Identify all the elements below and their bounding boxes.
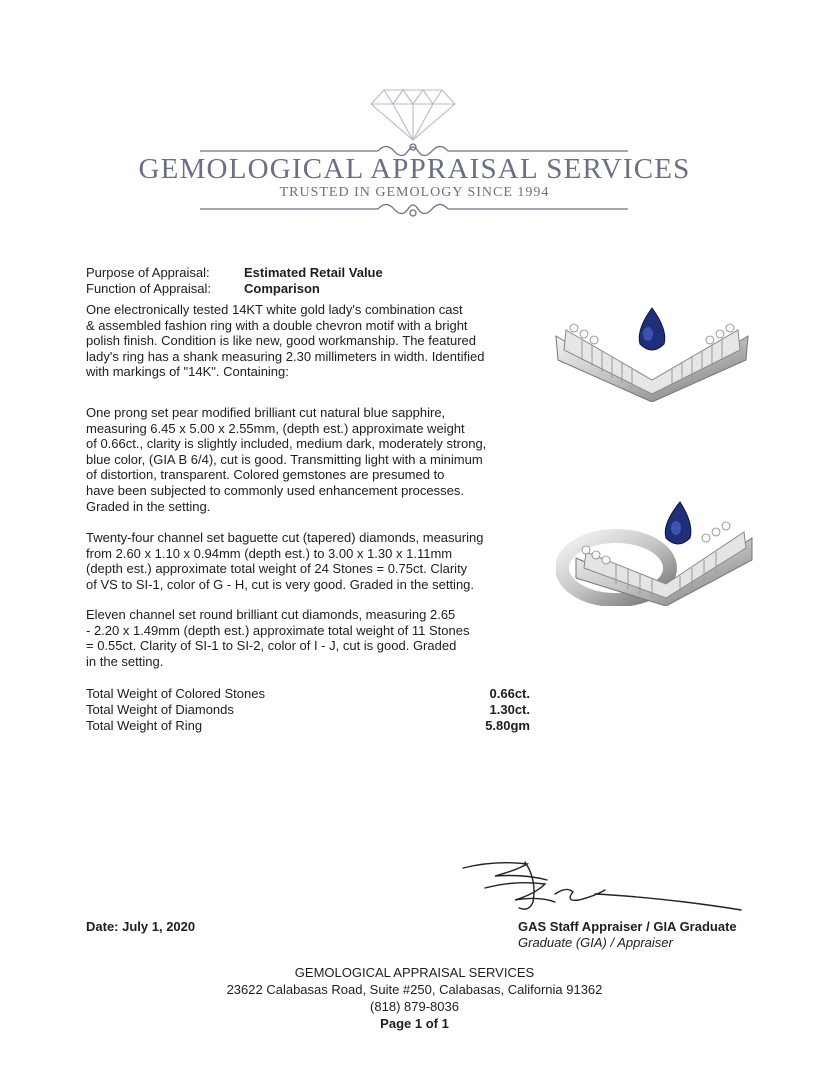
appraisal-date: Date: July 1, 2020 xyxy=(86,919,196,934)
total-diamonds-value: 1.30ct. xyxy=(489,702,530,717)
footer-phone: (818) 879-8036 xyxy=(370,999,459,1014)
total-ring-weight-label: Total Weight of Ring xyxy=(86,718,203,733)
appraiser-signature xyxy=(455,850,755,920)
ring-angled-image xyxy=(556,498,756,606)
description-metal: One electronically tested 14KT white gold lady's combination cast & assembled fashion ring with a double chevron motif with a bright polish finish. Condition is like new, good workmanship. The featured lady's ring has a shank measuring 2.30 millimeters in width. Identified with markings of "14K". Containing: xyxy=(86,302,485,380)
company-tagline: TRUSTED IN GEMOLOGY SINCE 1994 xyxy=(279,185,550,200)
company-name: GEMOLOGICAL APPRAISAL SERVICES xyxy=(138,153,691,185)
description-baguettes: Twenty-four channel set baguette cut (tapered) diamonds, measuring from 2.60 x 1.10 x 0.94mm (depth est.) to 3.00 x 1.30 x 1.11mm (depth est.) approximate total weight of 24 Stones = 0.75ct. Clarity of VS to SI-1, color of G - H, cut is very good. Graded in the setting. xyxy=(86,530,484,592)
page-number: Page 1 of 1 xyxy=(380,1016,449,1031)
purpose-label: Purpose of Appraisal: xyxy=(86,265,210,280)
ring-front-image xyxy=(552,290,752,402)
function-value: Comparison xyxy=(244,281,320,296)
total-diamonds-label: Total Weight of Diamonds xyxy=(86,702,234,717)
appraiser-title: GAS Staff Appraiser / GIA Graduate xyxy=(518,919,737,934)
function-label: Function of Appraisal: xyxy=(86,281,212,296)
footer-address: 23622 Calabasas Road, Suite #250, Calabasas, California 91362 xyxy=(226,982,603,997)
description-rounds: Eleven channel set round brilliant cut diamonds, measuring 2.65 - 2.20 x 1.49mm (depth est.) approximate total weight of 11 Stones = 0.55ct. Clarity of SI-1 to SI-2, color of I - J, cut is good. Graded in the setting. xyxy=(86,607,470,669)
total-ring-weight-value: 5.80gm xyxy=(485,718,530,733)
description-sapphire: One prong set pear modified brilliant cut natural blue sapphire, measuring 6.45 x 5.00 x 2.55mm, (depth est.) approximate weight of 0.66ct., clarity is slightly included, medium dark, moderately strong, blue color, (GIA B 6/4), cut is good. Transmitting light with a minimum of distortion, transparent. Colored gemstones are presumed to have been subjected to commonly used enhancement processes. Graded in the setting. xyxy=(86,405,487,514)
footer-company: GEMOLOGICAL APPRAISAL SERVICES xyxy=(294,965,535,980)
purpose-value: Estimated Retail Value xyxy=(244,265,383,280)
appraiser-subtitle: Graduate (GIA) / Appraiser xyxy=(518,935,673,950)
total-colored-stones-label: Total Weight of Colored Stones xyxy=(86,686,265,701)
ornament-bottom xyxy=(200,205,628,217)
diamond-icon xyxy=(371,90,455,140)
total-colored-stones-value: 0.66ct. xyxy=(489,686,530,701)
